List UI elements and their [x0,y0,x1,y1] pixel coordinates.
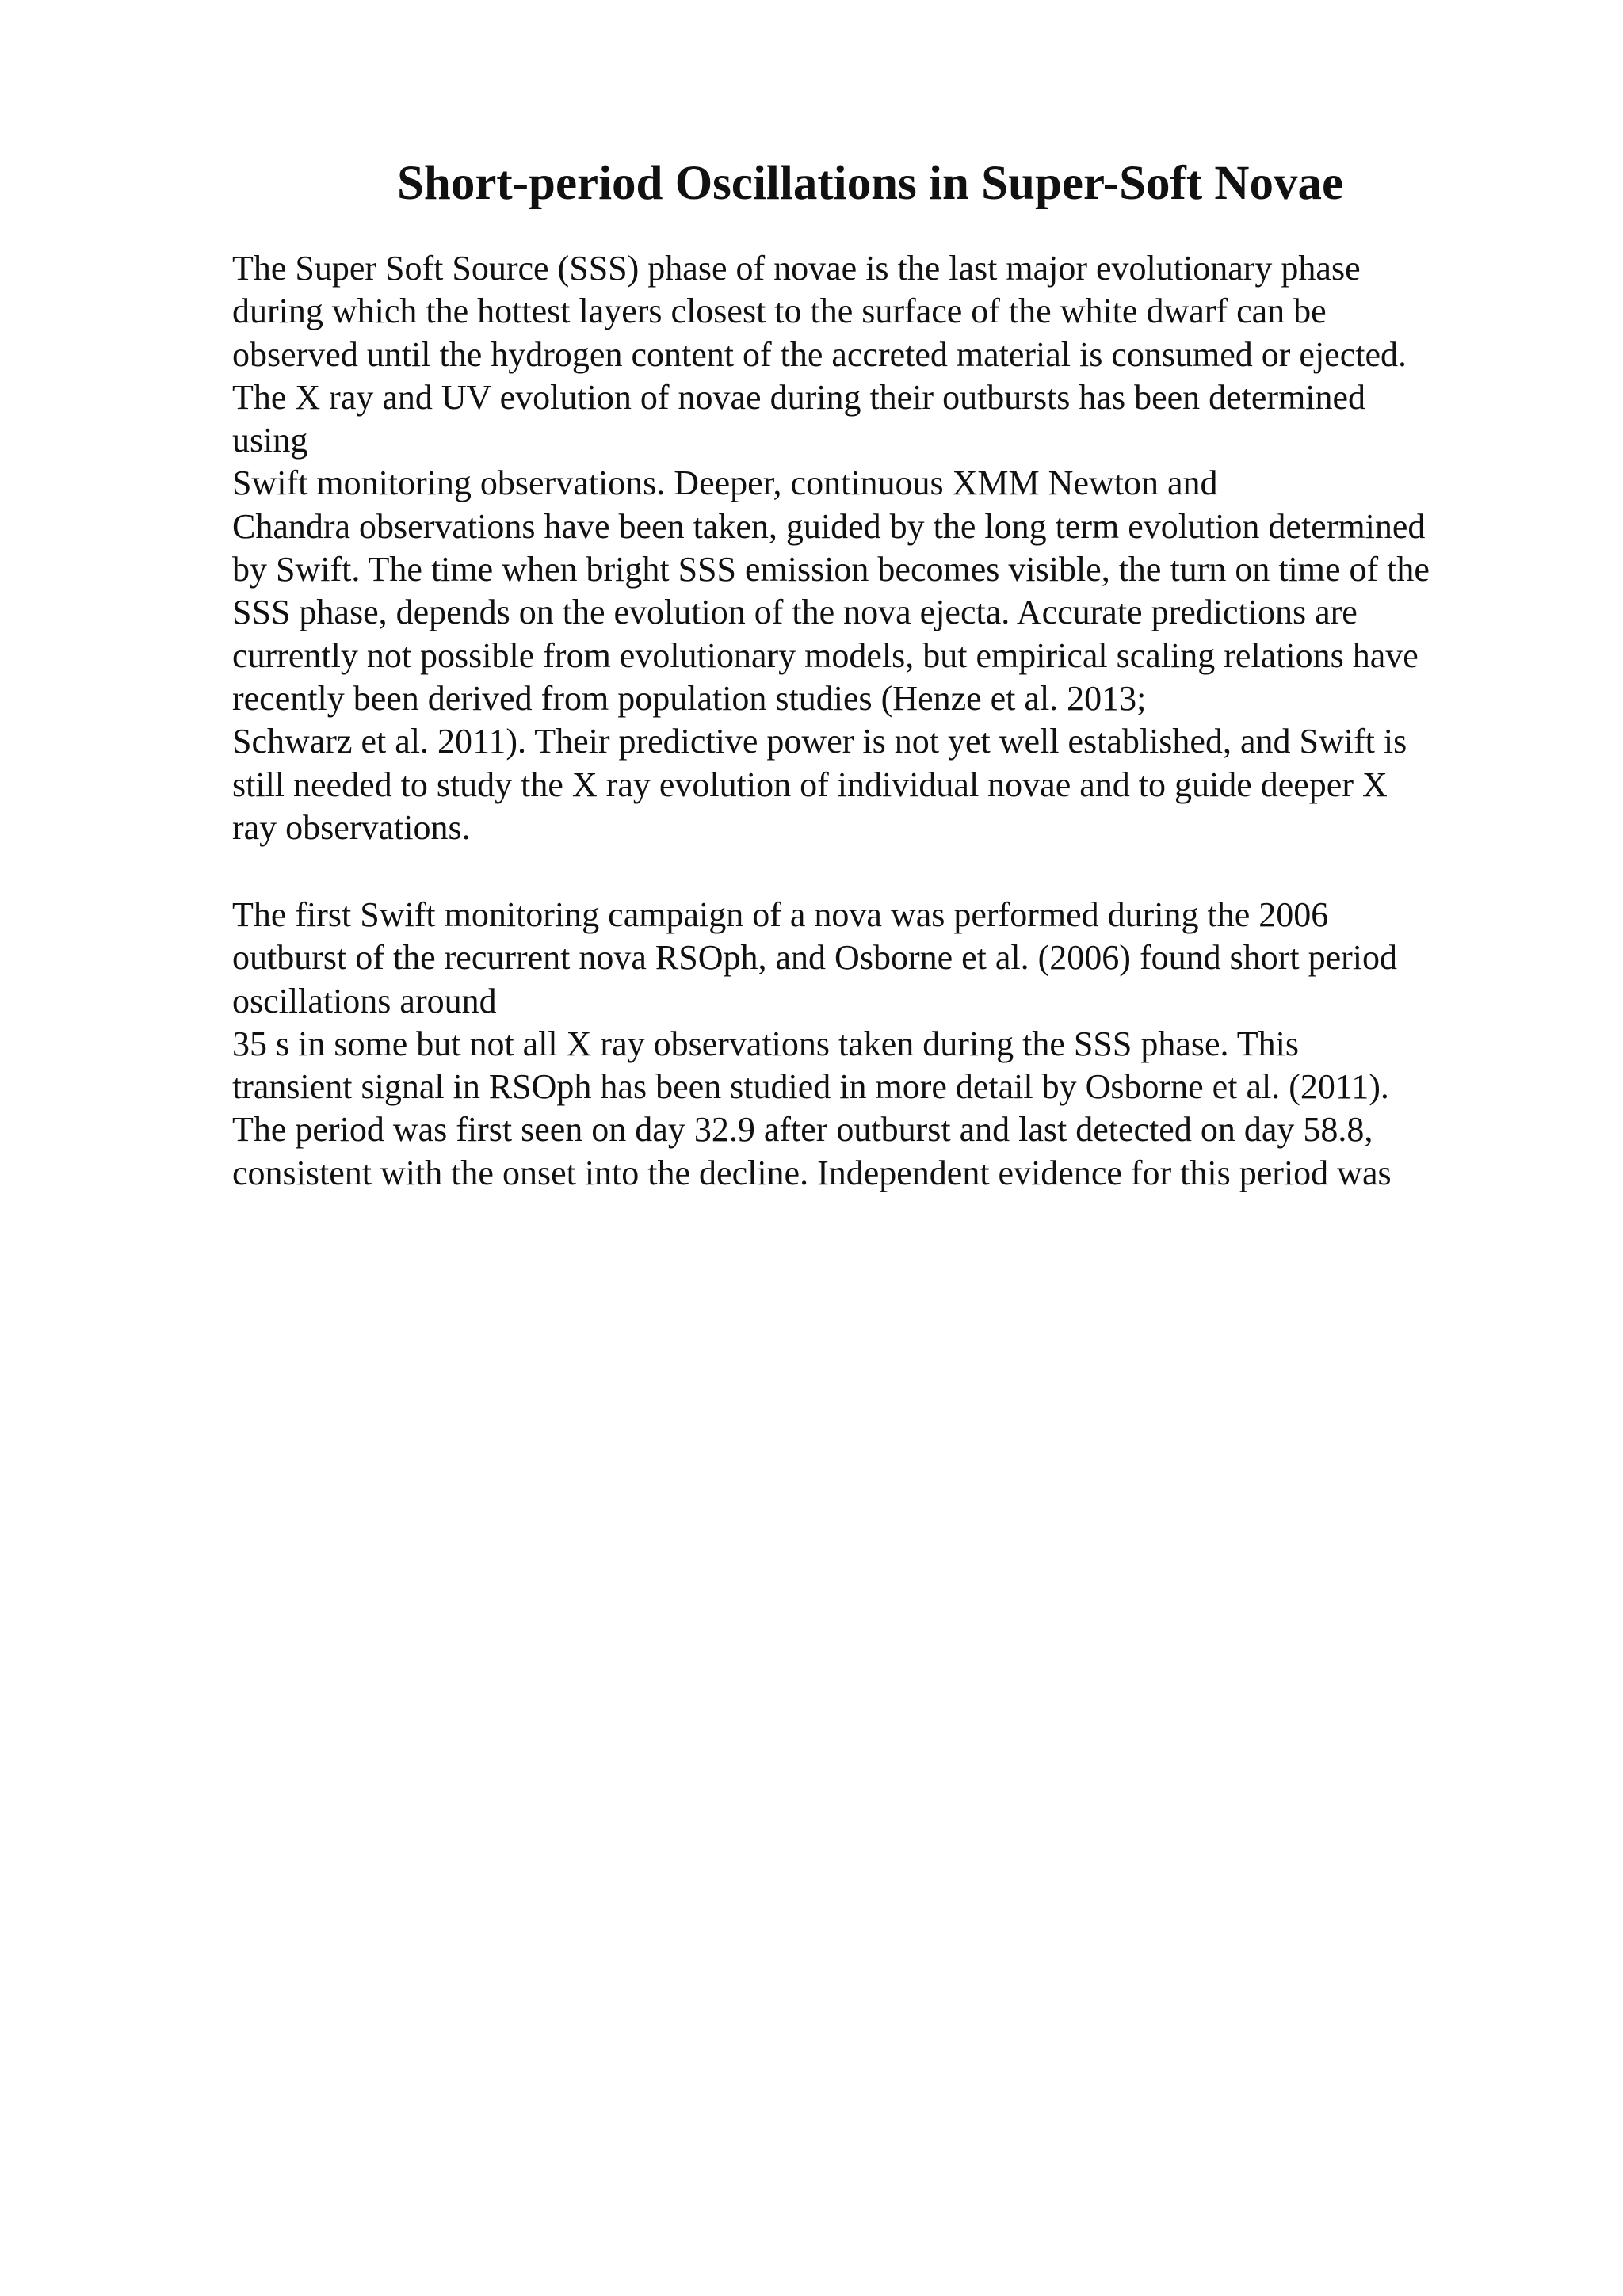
text-line: transient signal in RSOph has been studied in more detail by Osborne et al. (2011). [232,1067,1389,1107]
text-line: The first Swift monitoring campaign of a nova was performed during the 2006 [232,895,1329,934]
text-line: observed until the hydrogen content of the accreted material is consumed or ejected. [232,334,1407,374]
text-line: outburst of the recurrent nova RSOph, and Osborne et al. (2006) found short period [232,938,1398,978]
text-line: The period was first seen on day 32.9 after outburst and last detected on day 58.8, [232,1110,1373,1150]
text-line: The X ray and UV evolution of novae during their outbursts has been determined [232,377,1366,417]
text-line: oscillations around [232,981,497,1020]
text-line: Schwarz et al. 2011). Their predictive power is not yet well established, and Swift is [232,722,1407,761]
text-line: Swift monitoring observations. Deeper, continuous XMM Newton and [232,463,1218,503]
paragraph-1 [232,247,1595,849]
text-line: SSS phase, depends on the evolution of the nova ejecta. Accurate predictions are [232,593,1358,632]
text-line: during which the hottest layers closest to the surface of the white dwarf can be [232,292,1327,331]
text-line: consistent with the onset into the decline. Independent evidence for this period was [232,1153,1392,1192]
page-title: Short-period Oscillations in Super-Soft Novae [396,157,1344,210]
text-line: The Super Soft Source (SSS) phase of novae is the last major evolutionary phase [232,249,1361,288]
text-line: still needed to study the X ray evolution of individual novae and to guide deeper X [232,765,1388,804]
text-line: recently been derived from population studies (Henze et al. 2013; [232,678,1147,718]
text-line: 35 s in some but not all X ray observations taken during the SSS phase. This [232,1024,1299,1063]
text-line: Chandra observations have been taken, guided by the long term evolution determined [232,506,1426,546]
text-line: by Swift. The time when bright SSS emission becomes visible, the turn on time of the [232,550,1430,589]
text-line: currently not possible from evolutionary models, but empirical scaling relations have [232,635,1419,675]
text-line: using [232,421,308,460]
paragraph-2 [232,894,1595,1195]
text-line: ray observations. [232,807,471,847]
